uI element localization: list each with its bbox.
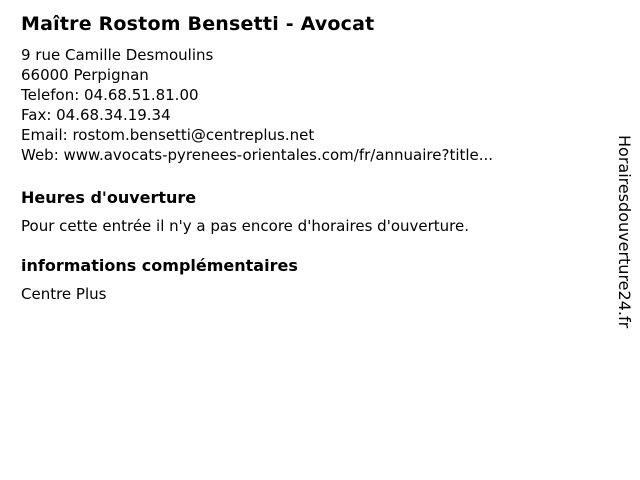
additional-info-heading: informations complémentaires: [21, 256, 298, 275]
site-watermark-vertical-text: Horairesdouverture24.fr: [615, 135, 634, 329]
page-title: Maître Rostom Bensetti - Avocat: [21, 13, 375, 35]
fax-line: Fax: 04.68.34.19.34: [21, 106, 171, 124]
phone-line: Telefon: 04.68.51.81.00: [21, 86, 199, 104]
opening-hours-empty-message: Pour cette entrée il n'y a pas encore d'horaires d'ouverture.: [21, 217, 470, 235]
website-line: Web: www.avocats-pyrenees-orientales.com/fr/annuaire?title...: [21, 146, 494, 164]
additional-info-body: Centre Plus: [21, 285, 107, 303]
email-line: Email: rostom.bensetti@centreplus.net: [21, 126, 315, 144]
contact-info: [21, 45, 590, 165]
listing-content: [21, 0, 590, 304]
address-city-line: 66000 Perpignan: [21, 66, 149, 84]
address-street-line: 9 rue Camille Desmoulins: [21, 46, 214, 64]
opening-hours-heading: Heures d'ouverture: [21, 188, 197, 207]
